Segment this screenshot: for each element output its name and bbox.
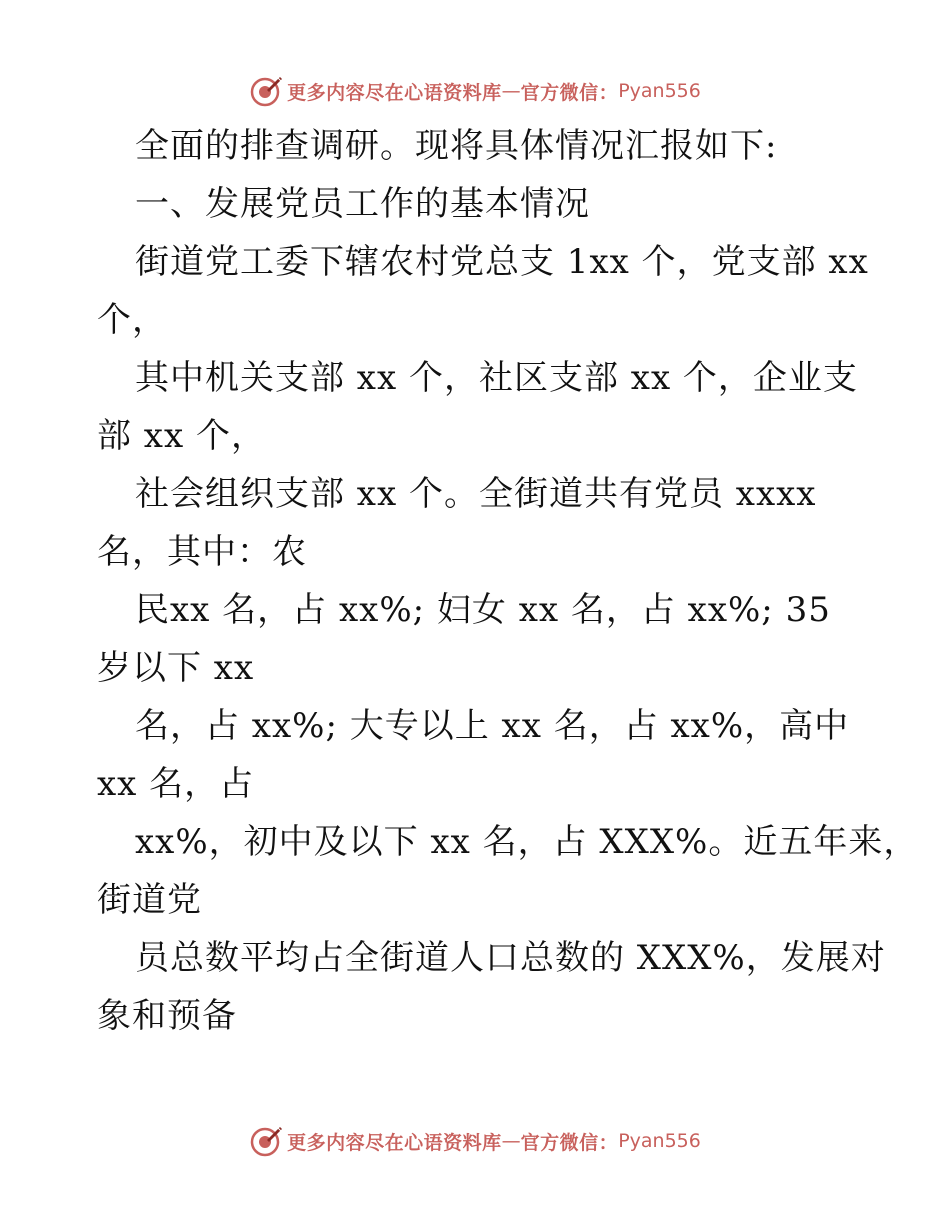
body-line: 其中机关支部 xx 个，社区支部 xx 个，企业支 — [135, 358, 858, 398]
body-line: 社会组织支部 xx 个。全街道共有党员 xxxx — [135, 474, 817, 514]
watermark-dash: — — [501, 1130, 521, 1152]
body-line: 名，其中：农 — [97, 532, 307, 572]
watermark-wechat-label: 官方微信： — [520, 81, 619, 104]
body-line: 个， — [97, 300, 167, 340]
body-line: xx%，初中及以下 xx 名，占 XXX%。近五年来， — [135, 822, 919, 862]
watermark-wechat-id: Pyan556 — [618, 80, 701, 102]
document-body — [97, 117, 919, 1045]
body-line: xx 名，占 — [97, 764, 255, 804]
footer-watermark — [0, 1121, 950, 1161]
body-line: 街道党工委下辖农村党总支 1xx 个，党支部 xx — [135, 242, 869, 282]
watermark-wechat-id: Pyan556 — [618, 1130, 701, 1152]
pen-logo-icon — [249, 74, 283, 108]
body-line: 部 xx 个， — [97, 416, 266, 456]
watermark-dash: — — [501, 80, 521, 102]
body-line: 象和预备 — [97, 996, 237, 1036]
pen-logo-icon — [249, 1124, 283, 1158]
watermark-brand-text: 更多内容尽在心语资料库 — [287, 81, 502, 104]
body-line: 名，占 xx%; 大专以上 xx 名，占 xx%，高中 — [135, 706, 850, 746]
body-line: 民xx 名，占 xx%; 妇女 xx 名，占 xx%; 35 — [135, 590, 831, 630]
watermark-wechat-label: 官方微信： — [520, 1131, 619, 1154]
body-line: 岁以下 xx — [97, 648, 255, 688]
body-line: 全面的排查调研。现将具体情况汇报如下: — [135, 126, 778, 166]
section-heading: 一、发展党员工作的基本情况 — [135, 184, 590, 224]
body-line: 员总数平均占全街道人口总数的 XXX%，发展对 — [135, 938, 886, 978]
watermark-brand-text: 更多内容尽在心语资料库 — [287, 1131, 502, 1154]
body-line: 街道党 — [97, 880, 202, 920]
header-watermark — [0, 71, 950, 111]
